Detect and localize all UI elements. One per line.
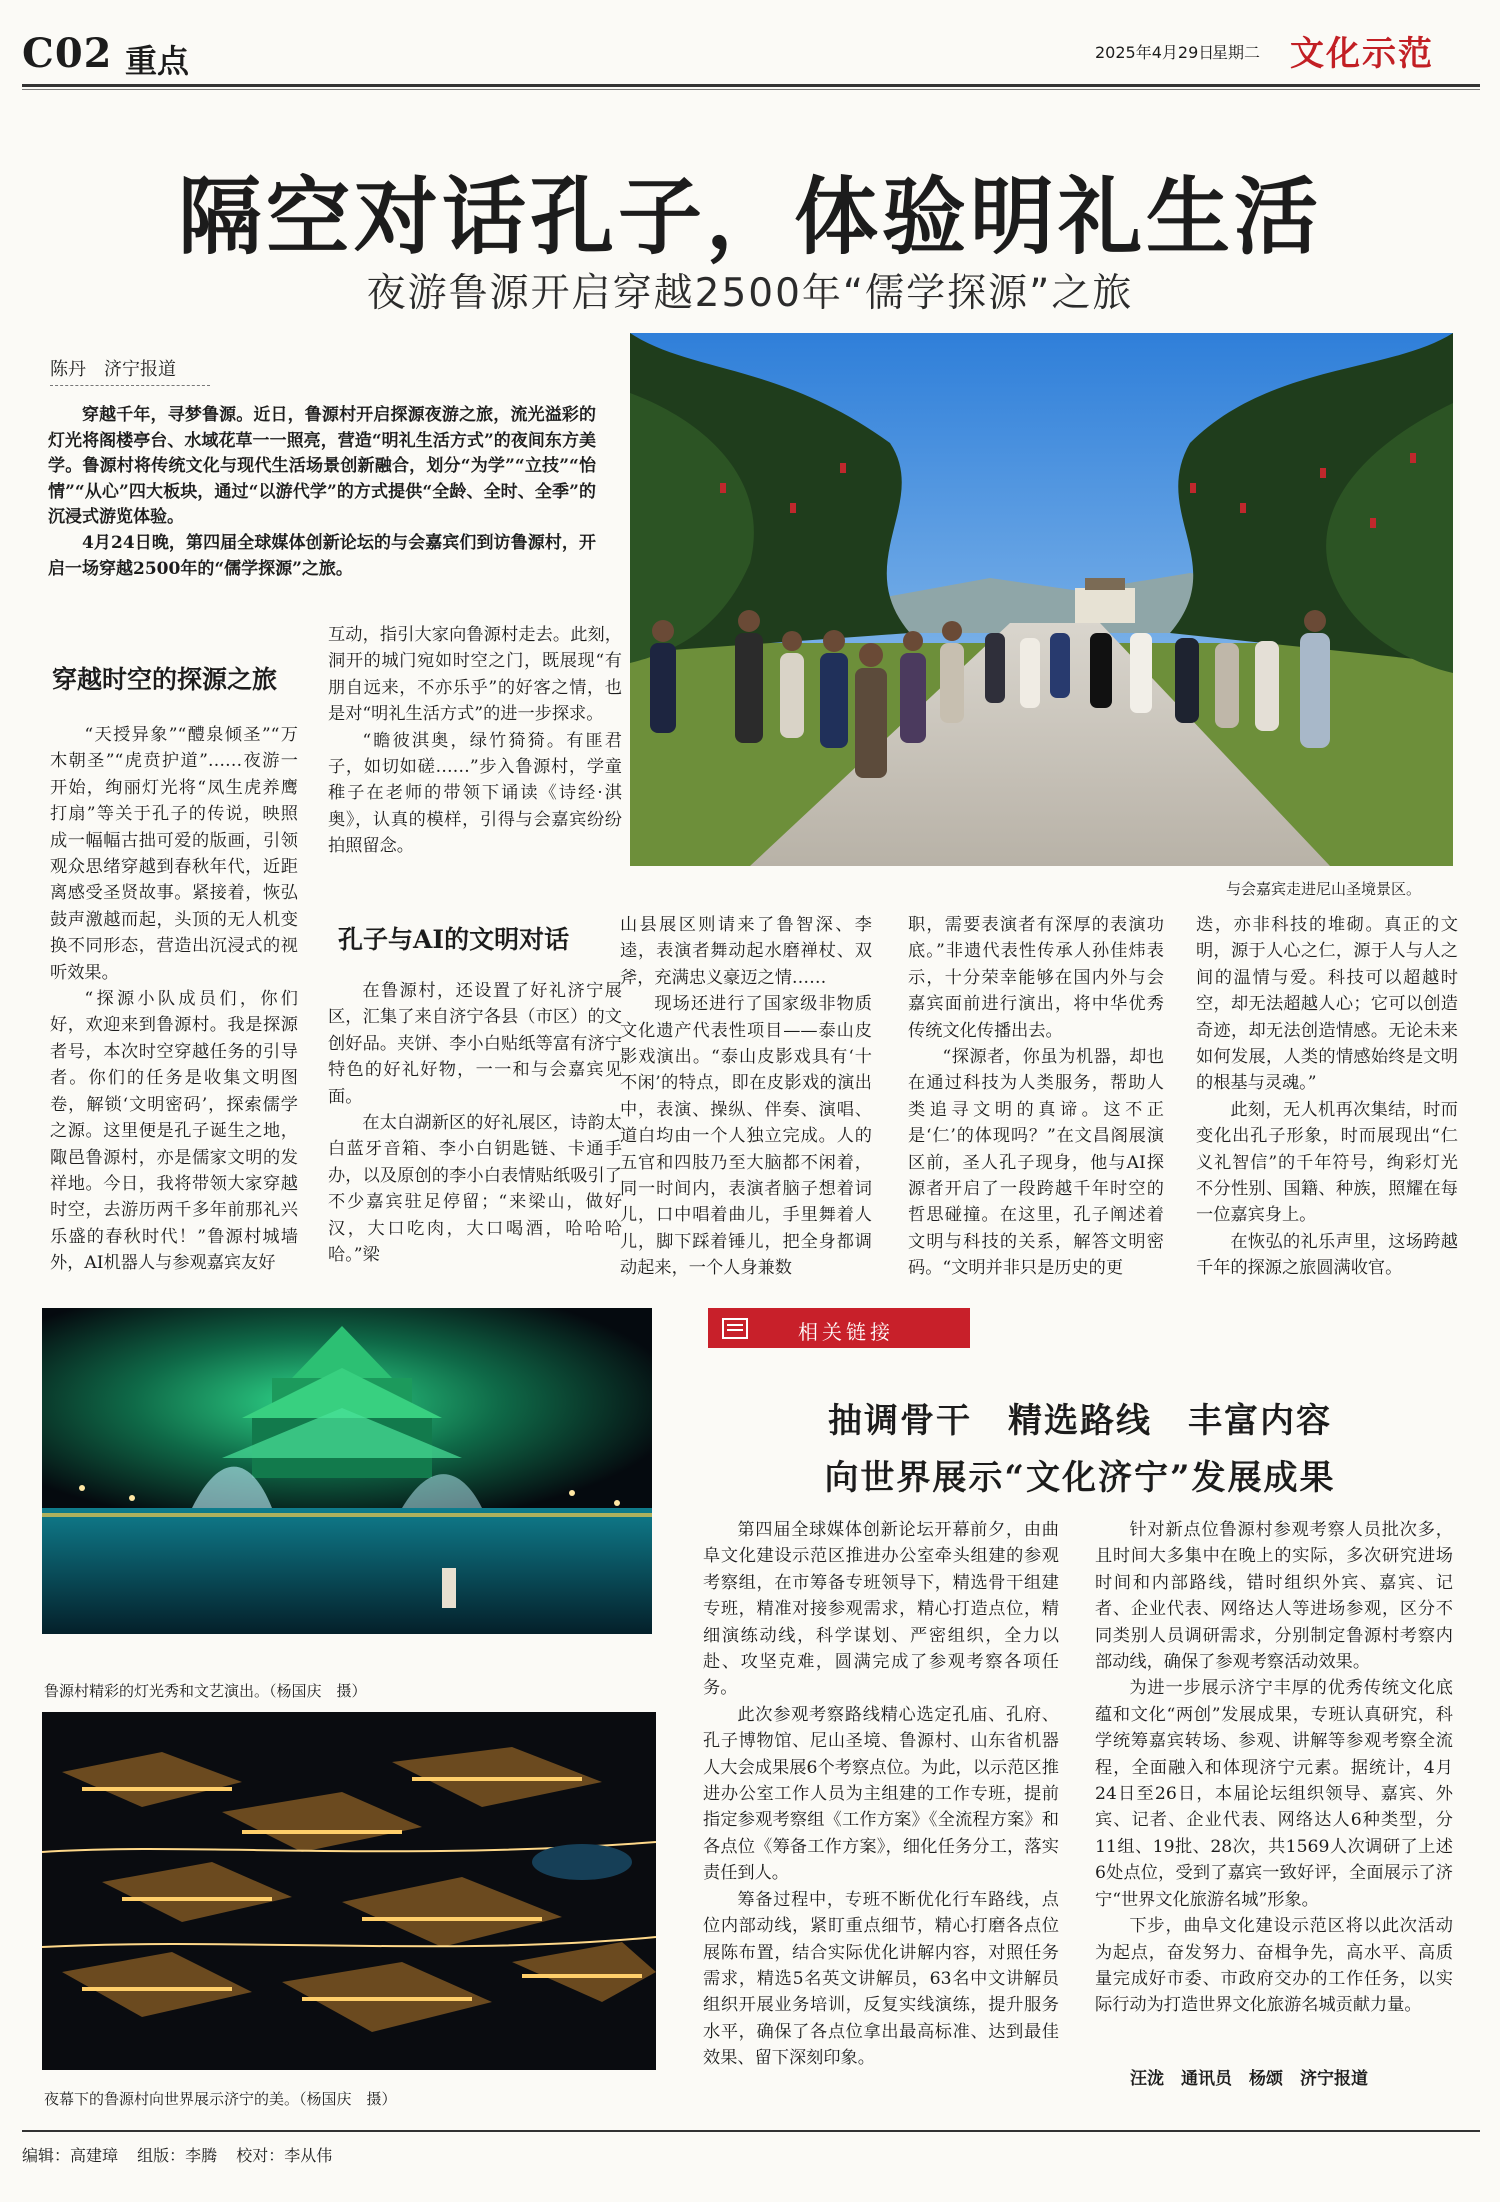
- body-paragraph: “天授异象”“醴泉倾圣”“万木朝圣”“虎贲护道”……夜游一开始，绚丽灯光将“凤生虎养鹰打扇”等关于孔子的传说，映照成一幅幅古拙可爱的版画，引领观众思绪穿越到春秋年代，近距离感受圣贤故事。紧接着，恢弘鼓声激越而起，头顶的无人机变换不同形态，营造出沉浸式的视听效果。: [50, 725, 298, 983]
- issue-weekday: 星期二: [1212, 43, 1261, 62]
- related-column-a: [703, 1517, 1059, 2072]
- body-paragraph: 互动，指引大家向鲁源村走去。此刻，洞开的城门宛如时空之门，既展现“有朋自远来，不亦乐乎”的好客之情，也是对“明礼生活方式”的进一步探求。: [328, 625, 622, 725]
- body-paragraph: 迭，亦非科技的堆砌。真正的文明，源于人心之仁，源于人与人之间的温情与爱。科技可以超越时空，却无法超越人心；它可以创造奇迹，却无法创造情感。无论未来如何发展，人类的情感始终是文明的根基与灵魂。”: [1196, 915, 1458, 1094]
- photo-guests-walking: [630, 333, 1453, 866]
- body-paragraph: 在鲁源村，还设置了好礼济宁展区，汇集了来自济宁各县（市区）的文创好品。夹饼、李小白贴纸等富有济宁特色的好礼好物，一一和与会嘉宾见面。: [328, 981, 622, 1107]
- body-paragraph: 为进一步展示济宁丰厚的优秀传统文化底蕴和文化“两创”发展成果，专班认真研究，科学统筹嘉宾转场、参观、讲解等参观考察全流程，全面融入和体现济宁元素。据统计，4月24日至26日，本届论坛组织领导、嘉宾、外宾、记者、企业代表、网络达人6种类型，分11组、19批、28次，共1569人次调研了上述6处点位，受到了嘉宾一致好评，全面展示了济宁“世界文化旅游名城”形象。: [1095, 1678, 1453, 1910]
- related-byline: 汪泷 通讯员 杨颂 济宁报道: [1130, 2069, 1368, 2089]
- body-paragraph: 在恢弘的礼乐声里，这场跨越千年的探源之旅圆满收官。: [1196, 1231, 1458, 1279]
- brand-logo: 文化示范: [1290, 34, 1434, 74]
- header-rule-thin: [22, 89, 1480, 90]
- body-paragraph: “瞻彼淇奥，绿竹猗猗。有匪君子，如切如磋……”步入鲁源村，学童稚子在老师的带领下诵读《诗经·淇奥》，认真的模样，引得与会嘉宾纷纷拍照留念。: [328, 730, 622, 857]
- header-rule: [22, 84, 1480, 87]
- editor-credit: 编辑：高建璋: [22, 2146, 119, 2165]
- related-column-b: [1095, 1517, 1453, 2019]
- body-paragraph: 在太白湖新区的好礼展区，诗韵太白蓝牙音箱、李小白钥匙链、卡通手办，以及原创的李小白表情贴纸吸引了不少嘉宾驻足停留；“来梁山，做好汉，大口吃肉，大口喝酒，哈哈哈哈。”梁: [328, 1113, 622, 1266]
- body-column-3: [620, 912, 872, 1282]
- layout-credit: 组版：李腾: [137, 2146, 218, 2165]
- body-paragraph: “探源小队成员们，你们好，欢迎来到鲁源村。我是探源者号，本次时空穿越任务的引导者。你们的任务是收集文明图卷，解锁‘文明密码’，探索儒学之源。这里便是孔子诞生之地，陬邑鲁源村，亦是儒家文明的发祥地。今日，我将带领大家穿越时空，去游历两千多年前那礼兴乐盛的春秋时代！”鲁源村城墙外，AI机器人与参观嘉宾友好: [50, 989, 298, 1274]
- photo-village-night: [42, 1712, 656, 2070]
- lead-paragraph: 穿越千年，寻梦鲁源。近日，鲁源村开启探源夜游之旅，流光溢彩的灯光将阁楼亭台、水域花草一一照亮，营造“明礼生活方式”的夜间东方美学。鲁源村将传统文化与现代生活场景创新融合，划分“为学”“立技”“怡情”“从心”四大板块，通过“以游代学”的方式提供“全龄、全时、全季”的沉浸式游览体验。: [48, 405, 596, 528]
- body-column-5: [1196, 912, 1458, 1282]
- body-column-2b: [328, 978, 622, 1268]
- body-paragraph: 现场还进行了国家级非物质文化遗产代表性项目——泰山皮影戏演出。“泰山皮影戏具有‘十不闲’的特点，即在皮影戏的演出中，表演、操纵、伴奏、演唱、道白均由一个人独立完成。人的五官和四肢乃至大脑都不闲着，同一时间内，表演者脑子想着词儿，口中唱着曲儿，手里舞着人儿，脚下踩着锤儿，把全身都调动起来，一个人身兼数: [620, 994, 872, 1279]
- related-link-label: 相关链接: [798, 1320, 894, 1344]
- article-title: 隔空对话孔子，体验明礼生活: [177, 167, 1322, 266]
- body-paragraph: 第四届全球媒体创新论坛开幕前夕，由曲阜文化建设示范区推进办公室牵头组建的参观考察组，在市筹备专班领导下，精选骨干组建专班，精准对接参观需求，精心打造点位，精细演练动线，科学谋划、严密组织，全力以赴、攻坚克难，圆满完成了参观考察各项任务。: [703, 1520, 1059, 1699]
- byline-rule: [50, 385, 210, 387]
- related-headline-2: 向世界展示“文化济宁”发展成果: [824, 1458, 1336, 1498]
- document-icon: [722, 1318, 748, 1339]
- article-subtitle: 夜游鲁源开启穿越2500年“儒学探源”之旅: [366, 271, 1134, 316]
- footer-credits: [22, 2143, 346, 2166]
- section-name: 重点: [125, 42, 190, 80]
- body-paragraph: 此次参观考察路线精心选定孔庙、孔府、孔子博物馆、尼山圣境、鲁源村、山东省机器人大会成果展6个考察点位。为此，以示范区推进办公室工作人员为主组建的工作专班，提前指定参观考察组《工作方案》《全流程方案》和各点位《筹备工作方案》，细化任务分工，落实责任到人。: [703, 1704, 1059, 1884]
- body-column-4: [908, 912, 1164, 1282]
- body-paragraph: 山县展区则请来了鲁智深、李逵，表演者舞动起水磨禅杖、双斧，充满忠义豪迈之情……: [620, 915, 872, 988]
- body-column-2a: [328, 622, 622, 860]
- related-link-tag: [708, 1308, 970, 1348]
- photo-light-show: [42, 1308, 652, 1634]
- subhead-confucius-ai: 孔子与AI的文明对话: [338, 925, 570, 954]
- article-byline: 陈丹 济宁报道: [50, 359, 176, 380]
- body-paragraph: “探源者，你虽为机器，却也在通过科技为人类服务，帮助人类追寻文明的真谛。这不正是‘仁’的体现吗？”在文昌阁展演区前，圣人孔子现身，他与AI探源者开启了一段跨越千年时空的哲思碰撞。在这里，孔子阐述着文明与科技的关系，解答文明密码。“文明并非只是历史的更: [908, 1047, 1164, 1279]
- related-headline-1: 抽调骨干 精选路线 丰富内容: [828, 1401, 1332, 1441]
- photo-caption-top: 与会嘉宾走进尼山圣境景区。: [1226, 880, 1422, 898]
- subhead-time-travel: 穿越时空的探源之旅: [52, 665, 278, 694]
- body-paragraph: 职，需要表演者有深厚的表演功底。”非遗代表性传承人孙佳炜表示，十分荣幸能够在国内外与会嘉宾面前进行演出，将中华优秀传统文化传播出去。: [908, 915, 1164, 1041]
- footer-rule: [22, 2130, 1480, 2132]
- issue-date: 2025年4月29日: [1095, 43, 1215, 62]
- proof-credit: 校对：李从伟: [236, 2146, 333, 2165]
- lead-paragraph: 4月24日晚，第四届全球媒体创新论坛的与会嘉宾们到访鲁源村，开启一场穿越2500年的“儒学探源”之旅。: [48, 532, 596, 579]
- page-code: C02: [22, 30, 113, 77]
- body-column-1: [50, 722, 298, 1277]
- photo-caption-night1: 鲁源村精彩的灯光秀和文艺演出。（杨国庆 摄）: [44, 1682, 367, 1700]
- article-lead: [48, 403, 596, 582]
- body-paragraph: 此刻，无人机再次集结，时而变化出孔子形象，时而展现出“仁义礼智信”的千年符号，绚彩灯光不分性别、国籍、种族，照耀在每一位嘉宾身上。: [1196, 1099, 1458, 1226]
- body-paragraph: 筹备过程中，专班不断优化行车路线，点位内部动线，紧盯重点细节，精心打磨各点位展陈布置，结合实际优化讲解内容，对照任务需求，精选5名英文讲解员，63名中文讲解员组织开展业务培训，反复实线演练，提升服务水平，确保了各点位拿出最高标准、达到最佳效果、留下深刻印象。: [703, 1889, 1059, 2069]
- photo-caption-night2: 夜幕下的鲁源村向世界展示济宁的美。（杨国庆 摄）: [44, 2090, 397, 2108]
- body-paragraph: 下步，曲阜文化建设示范区将以此次活动为起点，奋发努力、奋楫争先，高水平、高质量完成好市委、市政府交办的工作任务，以实际行动为打造世界文化旅游名城贡献力量。: [1095, 1916, 1453, 2016]
- body-paragraph: 针对新点位鲁源村参观考察人员批次多，且时间大多集中在晚上的实际，多次研究进场时间和内部路线，错时组织外宾、嘉宾、记者、企业代表、网络达人等进场参观，区分不同类别人员调研需求，分别制定鲁源村考察内部动线，确保了参观考察活动效果。: [1095, 1520, 1453, 1673]
